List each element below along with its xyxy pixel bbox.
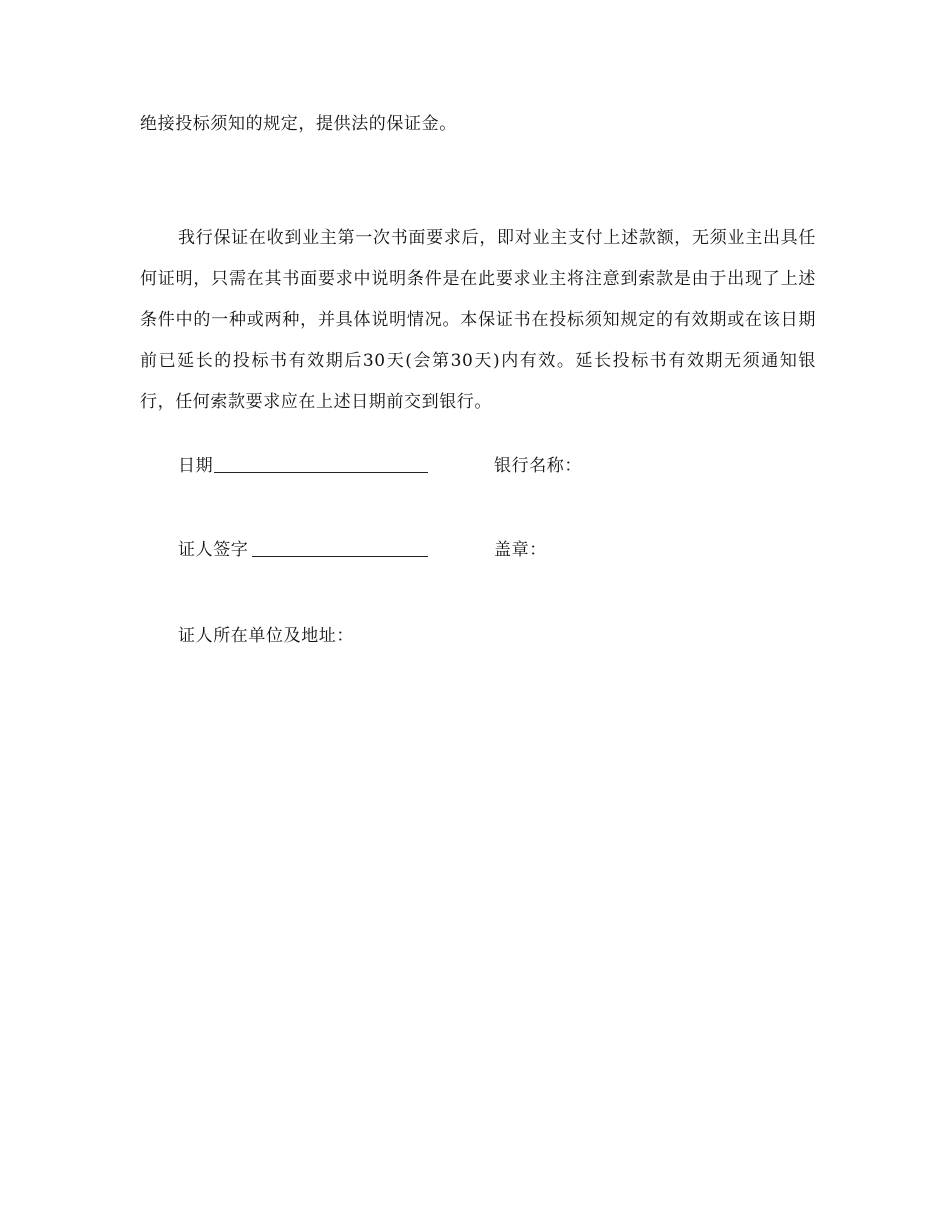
paragraph-guarantee-terms: 我行保证在收到业主第一次书面要求后，即对业主支付上述款额，无须业主出具任何证明，只需在其书面要求中说明条件是在此要求业主将注意到索款是由于出现了上述条件中的一种或两种，并具体说明情况。本保证书在投标须知规定的有效期或在该日期前已延长的投标书有效期后30天(会第30天)内有效。延长投标书有效期无须通知银行，任何索款要求应在上述日期前交到银行。 (140, 228, 816, 412)
seal-label: 盖章： (494, 540, 547, 560)
witness-unit-address-label: 证人所在单位及地址： (178, 626, 354, 646)
paragraph-guarantee-deposit: 绝接投标须知的规定，提供法的保证金。 (140, 114, 457, 134)
date-label: 日期 (178, 456, 214, 476)
date-blank-line (214, 472, 428, 473)
witness-signature-blank-line (252, 556, 428, 557)
witness-signature-label: 证人签字 (178, 540, 249, 560)
bank-name-label: 银行名称： (494, 456, 582, 476)
